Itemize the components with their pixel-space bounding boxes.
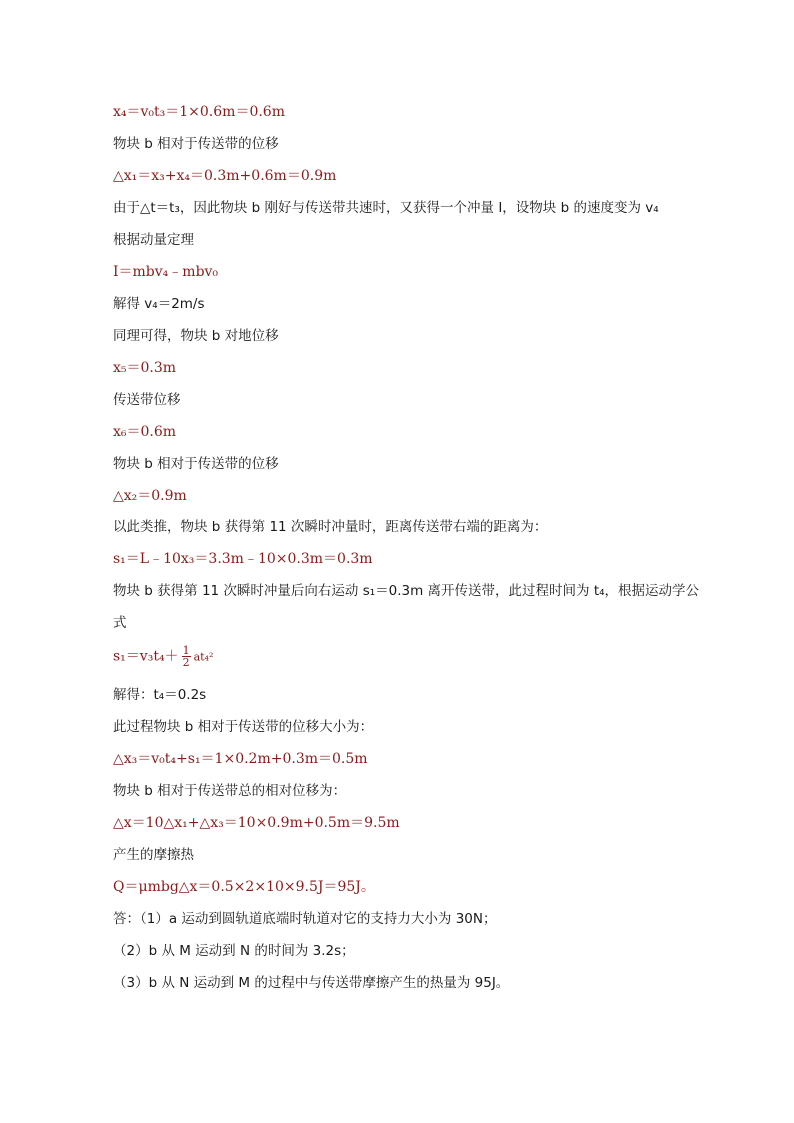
- equation-delta-x3: △x₃＝v₀t₄+s₁＝1×0.2m+0.3m＝0.5m: [113, 751, 368, 767]
- text-relative-displacement-2: 物块 b 相对于传送带的位移: [113, 456, 279, 472]
- text-belt-displacement: 传送带位移: [113, 392, 181, 408]
- fraction-denominator: 2: [182, 656, 190, 669]
- equation-kinematics-left: s₁＝v₃t₄＋: [113, 648, 179, 665]
- text-solve-v4: 解得 v₄＝2m/s: [113, 296, 205, 312]
- equation-s1: s₁＝L﹣10x₃＝3.3m﹣10×0.3m＝0.3m: [113, 551, 373, 567]
- text-momentum-theorem: 根据动量定理: [113, 232, 194, 248]
- equation-delta-x1: △x₁＝x₃+x₄＝0.3m+0.6m＝0.9m: [113, 168, 337, 184]
- equation-x6: x₆＝0.6m: [113, 424, 177, 440]
- text-relative-displacement-1: 物块 b 相对于传送带的位移: [113, 136, 279, 152]
- text-after-11th-impulse: 物块 b 获得第 11 次瞬时冲量后向右运动 s₁＝0.3m 离开传送带，此过程时间为 t₄，根据运动学公: [113, 583, 700, 599]
- equation-kinematics: [113, 645, 704, 668]
- text-total-relative-displacement: 物块 b 相对于传送带总的相对位移为：: [113, 783, 347, 799]
- fraction-numerator: 1: [182, 644, 190, 657]
- text-by-analogy: 以此类推，物块 b 获得第 11 次瞬时冲量时，距离传送带右端的距离为：: [113, 519, 548, 535]
- text-since-delta-t: 由于△t＝t₃，因此物块 b 刚好与传送带共速时，又获得一个冲量 I，设物块 b 的速度变为 v₄: [113, 200, 659, 216]
- equation-impulse: I＝mbv₄﹣mbv₀: [113, 264, 219, 280]
- equation-heat-q: Q＝μmbg△x＝0.5×2×10×9.5J＝95J。: [113, 879, 375, 895]
- answer-part-2: （2）b 从 M 运动到 N 的时间为 3.2s；: [113, 943, 355, 959]
- answer-part-1: 答：（1）a 运动到圆轨道底端时轨道对它的支持力大小为 30N；: [113, 911, 497, 927]
- equation-kinematics-right: at₄²: [193, 650, 214, 664]
- equation-x5: x₅＝0.3m: [113, 360, 177, 376]
- text-similarly-ground-displacement: 同理可得，物块 b 对地位移: [113, 328, 279, 344]
- answer-part-3: （3）b 从 N 运动到 M 的过程中与传送带摩擦产生的热量为 95J。: [113, 975, 510, 991]
- text-friction-heat: 产生的摩擦热: [113, 847, 194, 863]
- equation-delta-x2: △x₂＝0.9m: [113, 488, 187, 504]
- text-process-relative-displacement: 此过程物块 b 相对于传送带的位移大小为：: [113, 719, 374, 735]
- fraction-one-half: [182, 645, 191, 668]
- text-solve-t4: 解得：t₄＝0.2s: [113, 687, 207, 703]
- equation-delta-x-total: △x＝10△x₁+△x₃＝10×0.9m+0.5m＝9.5m: [113, 815, 400, 831]
- equation-x4: x₄＝v₀t₃＝1×0.6m＝0.6m: [113, 104, 285, 120]
- text-formula-suffix: 式: [113, 615, 127, 631]
